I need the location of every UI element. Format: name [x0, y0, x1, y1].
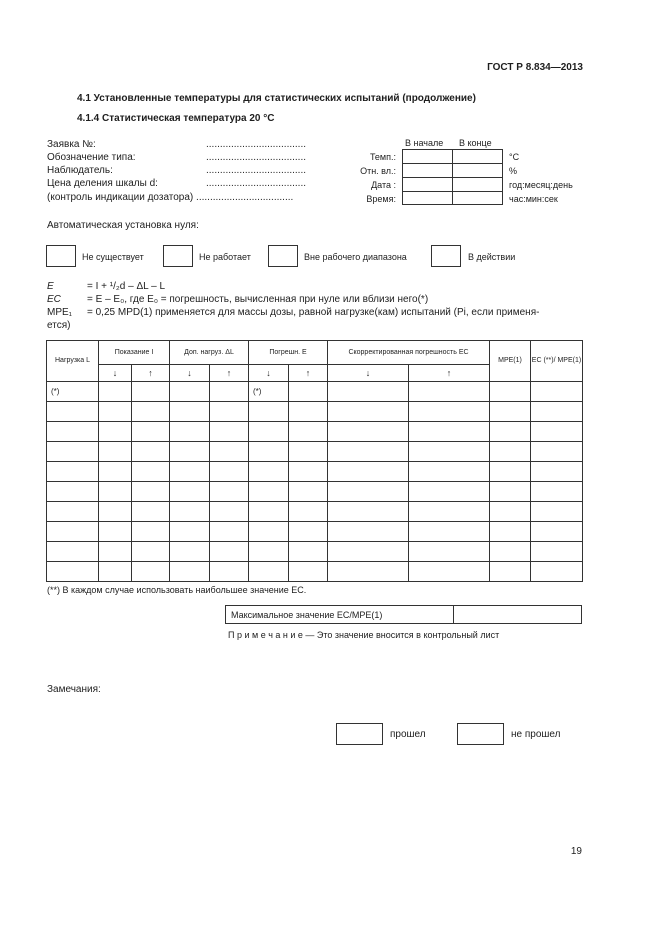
error-star-mark: (*)	[249, 382, 289, 402]
arrow-down-icon: ↓	[249, 365, 289, 382]
time-unit: час:мин:сек	[509, 194, 558, 204]
arrow-down-icon: ↓	[328, 365, 409, 382]
zero-none-label: Не существует	[82, 252, 144, 262]
zero-not-working-label: Не работает	[199, 252, 251, 262]
formula-mpe-continuation: ется)	[47, 320, 71, 331]
formula-mpe-symbol: MPE₁	[47, 307, 73, 318]
zero-out-of-range-checkbox[interactable]	[268, 245, 298, 267]
table-row	[47, 462, 583, 482]
type-label: Обозначение типа:	[47, 152, 136, 163]
note-text: — Это значение вносится в контрольный лист	[302, 630, 500, 640]
table-row	[47, 422, 583, 442]
temp-unit: °С	[509, 152, 520, 162]
section-heading-4-1: 4.1 Установленные температуры для статистических испытаний (продолжение)	[77, 93, 476, 104]
zero-none-checkbox[interactable]	[46, 245, 76, 267]
max-value-label: Максимальное значение EC/MPE(1)	[231, 610, 383, 620]
header-load: Нагрузка L	[47, 341, 99, 382]
date-unit: год:месяц:день	[509, 180, 573, 190]
table-row	[47, 402, 583, 422]
header-ratio: EC (**)/ MPE(1)	[531, 341, 583, 382]
note	[228, 630, 499, 640]
auto-zero-title: Автоматическая установка нуля:	[47, 220, 199, 231]
table-row	[47, 382, 583, 402]
indicator-control	[47, 192, 293, 203]
observer-dots[interactable]: ....................................	[206, 165, 307, 176]
max-value-field[interactable]	[454, 606, 581, 623]
passed-label: прошел	[390, 729, 426, 740]
application-dots[interactable]: ....................................	[206, 139, 307, 150]
header-add-load: Доп. нагруз. ΔL	[170, 341, 249, 365]
scale-label: Цена деления шкалы d:	[47, 178, 158, 189]
passed-checkbox[interactable]	[336, 723, 383, 745]
indicator-dots[interactable]: ...................................	[196, 192, 294, 203]
formula-ec-symbol: EC	[47, 294, 61, 305]
date-label: Дата :	[371, 180, 396, 190]
table-row	[47, 482, 583, 502]
section-heading-4-1-4: 4.1.4 Статистическая температура 20 °С	[77, 113, 275, 124]
arrow-up-icon: ↑	[289, 365, 328, 382]
humidity-unit: %	[509, 166, 518, 176]
table-row	[47, 522, 583, 542]
arrow-up-icon: ↑	[132, 365, 170, 382]
load-star-mark: (*)	[47, 382, 99, 402]
table-row	[47, 442, 583, 462]
footnote: (**) В каждом случае использовать наибольшее значение EC.	[47, 585, 307, 595]
header-reading: Показание I	[99, 341, 170, 365]
document-code: ГОСТ Р 8.834—2013	[487, 62, 583, 73]
observer-label: Наблюдатель:	[47, 165, 113, 176]
application-label: Заявка №:	[47, 139, 96, 150]
formula-ec-expression: = E – E₀, где E₀ = погрешность, вычисленная при нуле или вблизи него(*)	[87, 294, 429, 305]
table-row	[47, 502, 583, 522]
failed-checkbox[interactable]	[457, 723, 504, 745]
zero-active-label: В действии	[468, 252, 516, 262]
remarks-label: Замечания:	[47, 684, 101, 695]
humidity-label: Отн. вл.:	[360, 166, 396, 176]
type-dots[interactable]: ....................................	[206, 152, 307, 163]
table-row	[47, 542, 583, 562]
time-label: Время:	[366, 194, 396, 204]
formula-e-expression: = I + ¹/₂d – ΔL – L	[87, 281, 166, 292]
table-row	[47, 562, 583, 582]
conditions-grid	[402, 149, 503, 205]
zero-active-checkbox[interactable]	[431, 245, 461, 267]
zero-not-working-checkbox[interactable]	[163, 245, 193, 267]
zero-out-of-range-label: Вне рабочего диапазона	[304, 252, 407, 262]
max-value-box	[225, 605, 582, 624]
arrow-up-icon: ↑	[409, 365, 490, 382]
temp-label: Темп.:	[369, 152, 396, 162]
page-number: 19	[570, 846, 582, 857]
indicator-label: (контроль индикации дозатора)	[47, 192, 197, 203]
arrow-down-icon: ↓	[170, 365, 210, 382]
failed-label: не прошел	[511, 729, 561, 740]
results-table	[46, 340, 583, 582]
scale-dots[interactable]: ....................................	[206, 178, 307, 189]
arrow-down-icon: ↓	[99, 365, 132, 382]
formula-mpe-expression: = 0,25 MPD(1) применяется для массы дозы, равной нагрузке(кам) испытаний (Pi, если применя-	[87, 307, 540, 318]
col-end-header: В конце	[459, 138, 492, 148]
header-mpe: MPE(1)	[490, 341, 531, 382]
header-corrected-error: Скорректированная погрешность EC	[328, 341, 490, 365]
formula-e-symbol: E	[47, 281, 54, 292]
col-start-header: В начале	[405, 138, 444, 148]
header-error: Погрешн. E	[249, 341, 328, 365]
arrow-up-icon: ↑	[210, 365, 249, 382]
note-label: П р и м е ч а н и е	[228, 630, 303, 640]
